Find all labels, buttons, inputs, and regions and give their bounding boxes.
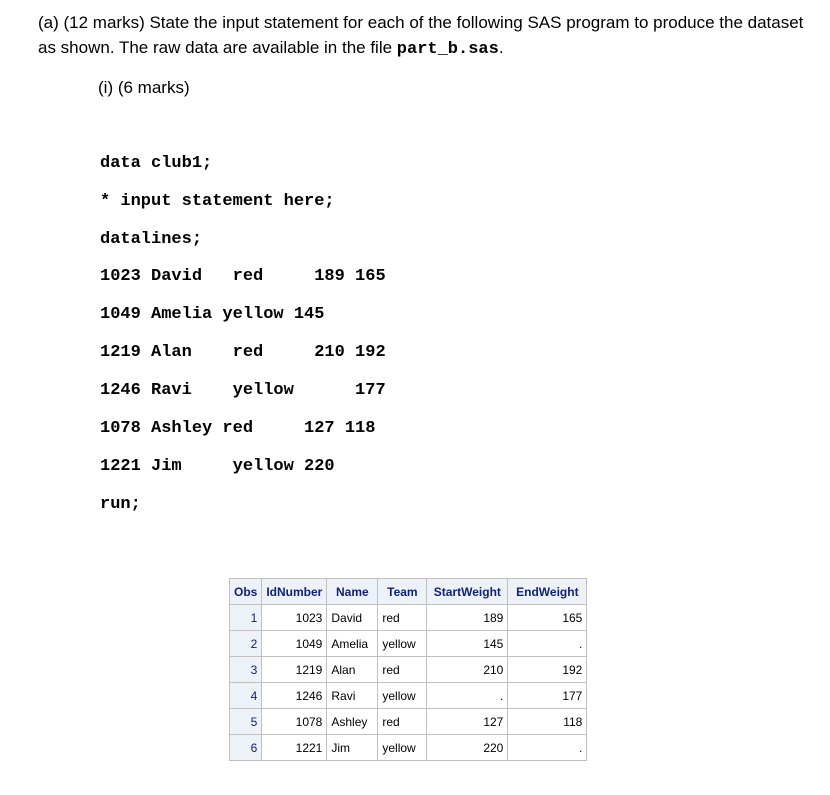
question-text [38, 10, 818, 62]
cell-idnumber: 1049 [262, 631, 327, 657]
cell-name: Amelia [327, 631, 378, 657]
cell-name: David [327, 605, 378, 631]
question-end: . [498, 38, 504, 57]
cell-obs: 1 [230, 605, 262, 631]
cell-startweight: 210 [427, 657, 508, 683]
header-endweight: EndWeight [508, 579, 587, 605]
table-row [230, 657, 587, 683]
header-startweight: StartWeight [427, 579, 508, 605]
cell-endweight: 165 [508, 605, 587, 631]
cell-obs: 2 [230, 631, 262, 657]
cell-name: Ravi [327, 683, 378, 709]
code-line-data-row: 1023 David red 189 165 [100, 267, 386, 286]
cell-team: yellow [378, 735, 427, 761]
cell-obs: 3 [230, 657, 262, 683]
cell-startweight: 189 [427, 605, 508, 631]
cell-obs: 6 [230, 735, 262, 761]
cell-startweight: 145 [427, 631, 508, 657]
subpart-label: (i) (6 marks) [98, 78, 190, 97]
cell-name: Jim [327, 735, 378, 761]
cell-idnumber: 1078 [262, 709, 327, 735]
cell-endweight: 118 [508, 709, 587, 735]
code-line-run: run; [100, 495, 141, 514]
cell-obs: 5 [230, 709, 262, 735]
cell-endweight: 192 [508, 657, 587, 683]
raw-data-filename: part_b.sas [396, 40, 499, 59]
header-name: Name [327, 579, 378, 605]
table-row [230, 735, 587, 761]
cell-endweight: 177 [508, 683, 587, 709]
header-obs: Obs [230, 579, 262, 605]
cell-team: red [378, 605, 427, 631]
cell-obs: 4 [230, 683, 262, 709]
header-team: Team [378, 579, 427, 605]
cell-idnumber: 1221 [262, 735, 327, 761]
table-row [230, 605, 587, 631]
cell-endweight: . [508, 631, 587, 657]
cell-team: red [378, 657, 427, 683]
cell-startweight: . [427, 683, 508, 709]
code-line-comment: * input statement here; [100, 192, 335, 211]
code-line-datalines: datalines; [100, 230, 203, 249]
cell-name: Ashley [327, 709, 378, 735]
cell-idnumber: 1246 [262, 683, 327, 709]
code-line-data-row: 1049 Amelia yellow 145 [100, 305, 325, 324]
code-line-data-row: 1078 Ashley red 127 118 [100, 419, 376, 438]
cell-startweight: 127 [427, 709, 508, 735]
question-body: (a) (12 marks) State the input statement for each of the following SAS program to produce the dataset as shown. The raw data are available in the file [38, 13, 804, 57]
cell-team: yellow [378, 631, 427, 657]
cell-idnumber: 1219 [262, 657, 327, 683]
cell-team: yellow [378, 683, 427, 709]
cell-startweight: 220 [427, 735, 508, 761]
sas-output-table [229, 578, 587, 761]
code-line-data-row: 1219 Alan red 210 192 [100, 343, 386, 362]
table-row [230, 709, 587, 735]
table-header-row [230, 579, 587, 605]
cell-idnumber: 1023 [262, 605, 327, 631]
cell-team: red [378, 709, 427, 735]
code-line-data-row: 1246 Ravi yellow 177 [100, 381, 386, 400]
table-row [230, 631, 587, 657]
code-line-data-statement: data club1; [100, 154, 213, 173]
cell-endweight: . [508, 735, 587, 761]
table-row [230, 683, 587, 709]
header-idnumber: IdNumber [262, 579, 327, 605]
cell-name: Alan [327, 657, 378, 683]
code-line-data-row: 1221 Jim yellow 220 [100, 457, 335, 476]
